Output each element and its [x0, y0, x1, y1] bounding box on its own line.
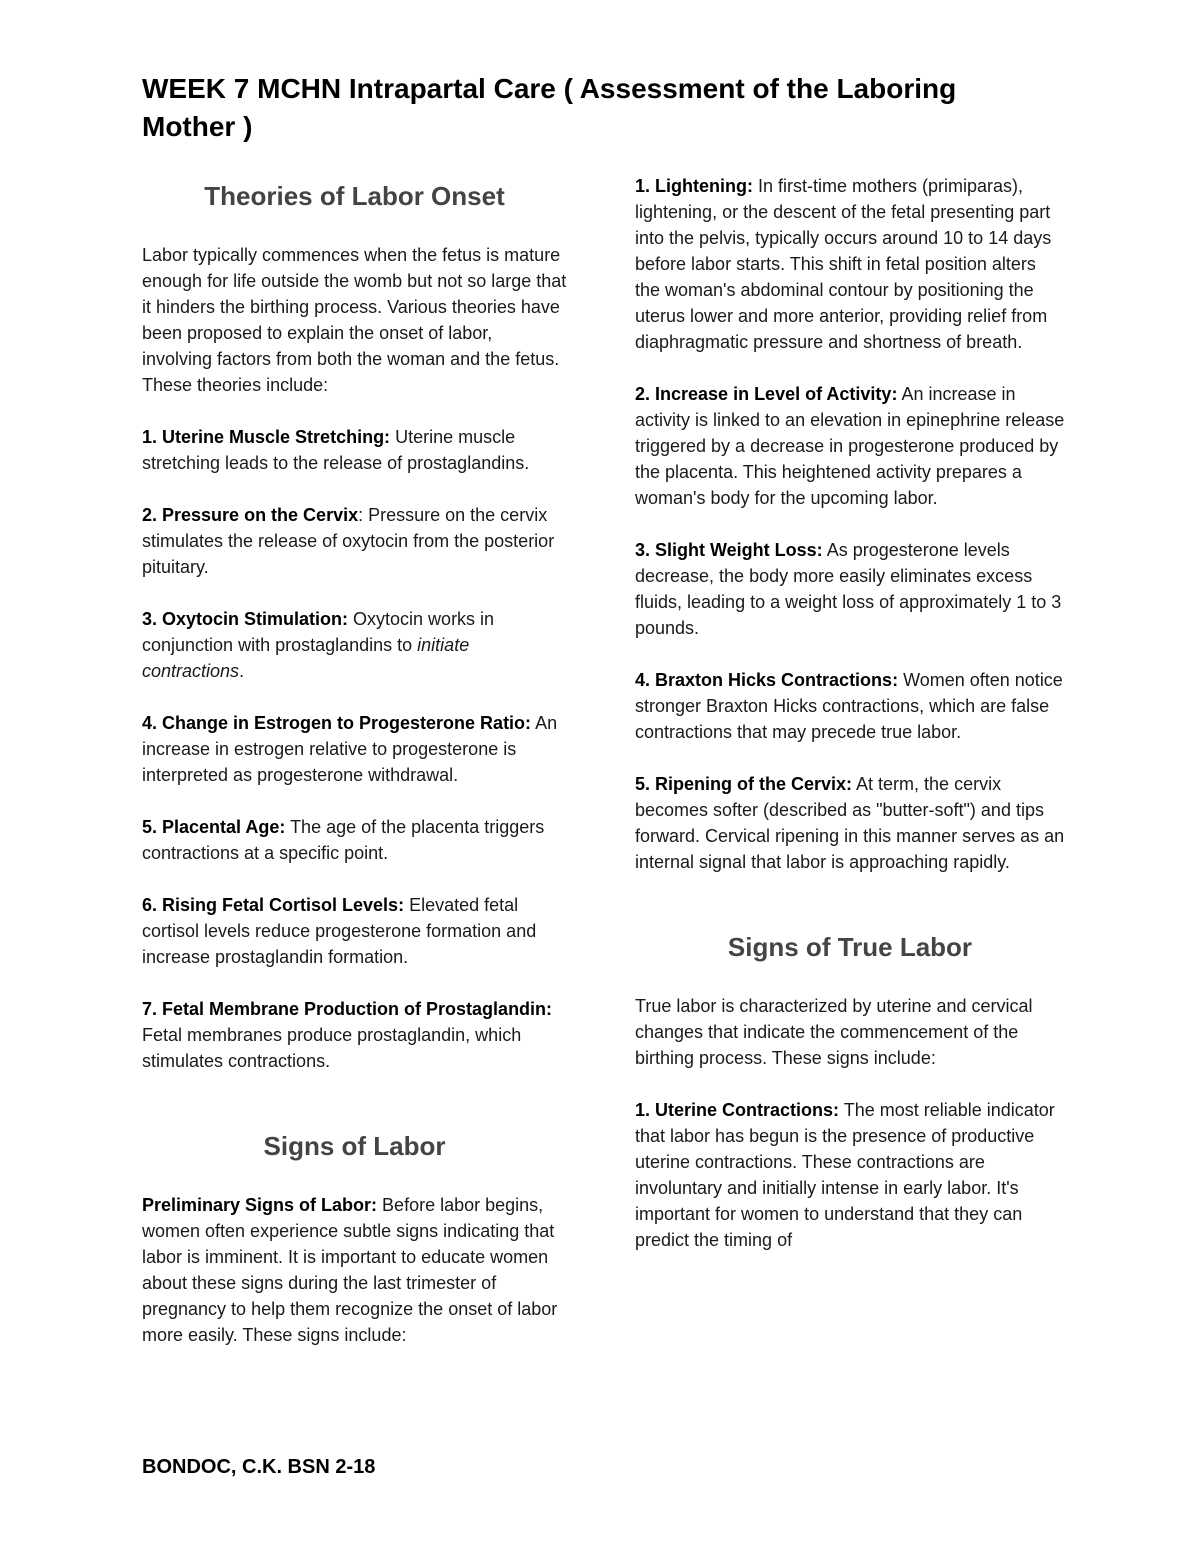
preliminary-signs-paragraph [142, 1192, 567, 1348]
theory-item [142, 710, 567, 788]
sign-text: An increase in activity is linked to an elevation in epinephrine release triggered by a decrease in progesterone produced by the placenta. This heightened activity prepares a woman's body for the upcoming labor. [635, 384, 1065, 508]
theory-item [142, 502, 567, 580]
document-title: WEEK 7 MCHN Intrapartal Care ( Assessment of the Laboring Mother ) [142, 73, 957, 142]
sign-text: At term, the cervix becomes softer (described as "butter-soft") and tips forward. Cervical ripening in this manner serves as an internal signal that labor is approaching rapidly. [635, 774, 1065, 872]
theory-label: 5. Placental Age: [142, 817, 286, 837]
theory-text: Oxytocin works in conjunction with prostaglandins to [142, 609, 495, 655]
sign-label: 5. Ripening of the Cervix: [635, 774, 853, 794]
theory-label: 6. Rising Fetal Cortisol Levels: [142, 895, 405, 915]
sign-label: 2. Increase in Level of Activity: [635, 384, 898, 404]
theory-label: 3. Oxytocin Stimulation: [142, 609, 349, 629]
right-column [635, 173, 1065, 1253]
sign-label: 1. Lightening: [635, 176, 753, 196]
theory-label: 4. Change in Estrogen to Progesterone Ratio: [142, 713, 532, 733]
preliminary-sign-item [635, 771, 1065, 875]
theories-heading: Theories of Labor Onset [204, 181, 505, 211]
true-labor-heading: Signs of True Labor [727, 932, 973, 962]
preliminary-label: Preliminary Signs of Labor: [142, 1195, 378, 1215]
theory-text: : Pressure on the cervix stimulates the release of oxytocin from the posterior pituitary. [142, 505, 555, 577]
sign-label: 3. Slight Weight Loss: [635, 540, 823, 560]
sign-text: In first-time mothers (primiparas), lightening, or the descent of the fetal presenting part into the pelvis, typically occurs around 10 to 14 days before labor starts. This shift in fetal position alters the woman's abdominal contour by positioning the uterus lower and more anterior, providing relief from diaphragmatic pressure and shortness of breath. [635, 176, 1052, 352]
preliminary-sign-item [635, 667, 1065, 745]
theory-item [142, 892, 567, 970]
author-footer: BONDOC, C.K. BSN 2-18 [142, 1456, 376, 1478]
theory-italic-text: initiate contractions [142, 635, 470, 681]
preliminary-sign-item [635, 537, 1065, 641]
theory-item [142, 814, 567, 866]
preliminary-text: Before labor begins, women often experience subtle signs indicating that labor is imminent. It is important to educate women about these signs during the last trimester of pregnancy to help them recognize the onset of labor more easily. These signs include: [142, 1195, 558, 1345]
sign-text: As progesterone levels decrease, the body more easily eliminates excess fluids, leading to a weight loss of approximately 1 to 3 pounds. [635, 540, 1062, 638]
theory-tail: . [239, 661, 245, 681]
true-sign-item [635, 1097, 1065, 1253]
sign-label: 4. Braxton Hicks Contractions: [635, 670, 899, 690]
theory-text: Elevated fetal cortisol levels reduce progesterone formation and increase prostaglandin formation. [142, 895, 537, 967]
signs-of-labor-heading: Signs of Labor [263, 1131, 446, 1161]
theory-label: 1. Uterine Muscle Stretching: [142, 427, 391, 447]
theory-text: The age of the placenta triggers contractions at a specific point. [142, 817, 545, 863]
theory-item [142, 606, 567, 684]
theory-item [142, 996, 567, 1074]
preliminary-sign-item [635, 173, 1065, 355]
sign-text: The most reliable indicator that labor has begun is the presence of productive uterine contractions. These contractions are involuntary and initially intense in early labor. It's important for women to understand that they can predict the timing of [635, 1100, 1055, 1250]
theory-text: Fetal membranes produce prostaglandin, which stimulates contractions. [142, 1025, 522, 1071]
theory-item [142, 424, 567, 476]
sign-label: 1. Uterine Contractions: [635, 1100, 840, 1120]
theories-intro: Labor typically commences when the fetus is mature enough for life outside the womb but not so large that it hinders the birthing process. Various theories have been proposed to explain the onset of labor, involving factors from both the woman and the fetus. These theories include: [142, 245, 567, 395]
preliminary-sign-item [635, 381, 1065, 511]
theory-text: An increase in estrogen relative to progesterone is interpreted as progesterone withdrawal. [142, 713, 558, 785]
theory-label: 2. Pressure on the Cervix [142, 505, 359, 525]
sign-text: Women often notice stronger Braxton Hicks contractions, which are false contractions that may precede true labor. [635, 670, 1063, 742]
theory-text: Uterine muscle stretching leads to the release of prostaglandins. [142, 427, 530, 473]
theory-label: 7. Fetal Membrane Production of Prostaglandin: [142, 999, 553, 1019]
true-labor-intro: True labor is characterized by uterine and cervical changes that indicate the commencement of the birthing process. These signs include: [635, 996, 1033, 1068]
left-column [142, 176, 567, 1348]
